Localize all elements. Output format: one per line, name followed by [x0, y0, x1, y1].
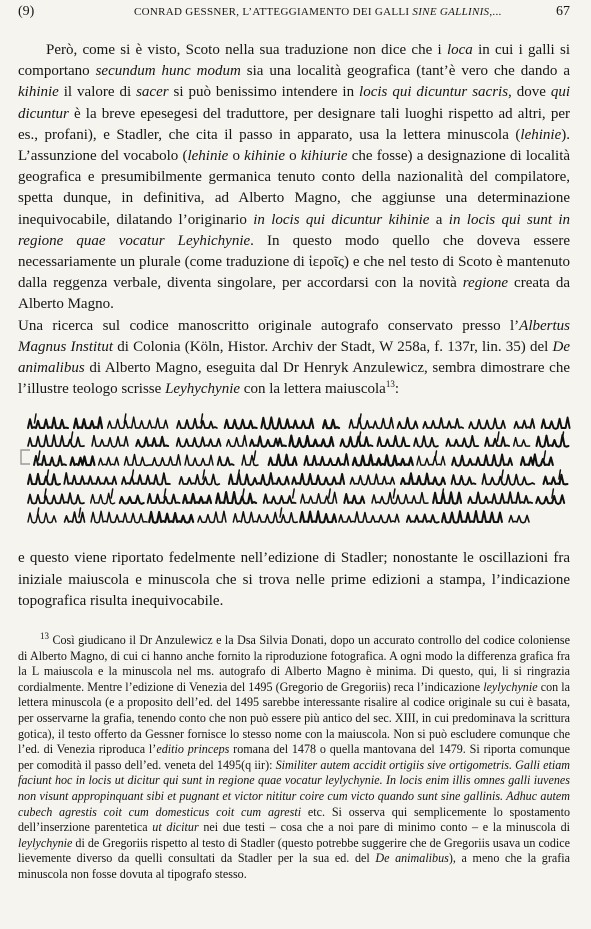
text-run: , dove — [508, 84, 551, 101]
italic-run: in locis qui sunt in regione quae vocatur Leyhichynie — [18, 211, 570, 249]
text-run: creata da Alberto Magno. — [18, 275, 570, 313]
text-run: o — [228, 148, 245, 165]
handwritten-ascender — [203, 470, 205, 479]
handwritten-ascender — [254, 451, 256, 460]
handwritten-word — [417, 456, 445, 465]
handwritten-word — [177, 419, 217, 429]
italic-run: De animalibus — [375, 851, 449, 866]
handwritten-word — [536, 495, 564, 504]
handwritten-word — [74, 417, 102, 428]
italic-run: leylychynie — [483, 679, 538, 694]
text-run: si può benissimo intendere in — [168, 84, 360, 101]
handwritten-word — [92, 436, 128, 447]
handwritten-word — [289, 436, 333, 447]
text-run: ). L’assunzione del vocabolo ( — [18, 126, 570, 165]
handwritten-word — [407, 514, 439, 522]
italic-run: ut dicitur — [152, 820, 199, 835]
italic-run: Leyhychynie — [165, 381, 241, 398]
handwritten-ascender — [71, 432, 73, 441]
handwritten-ascender — [502, 470, 504, 479]
handwritten-word — [301, 492, 337, 503]
handwritten-word — [120, 496, 144, 504]
handwritten-ascender — [359, 432, 361, 441]
handwritten-word — [514, 419, 534, 428]
handwritten-word — [122, 473, 170, 485]
handwritten-word — [108, 417, 168, 428]
handwritten-word — [446, 436, 478, 447]
italic-run: secundum hunc modum — [95, 63, 241, 80]
paragraph-2 — [18, 316, 570, 401]
handwritten-word — [292, 474, 344, 485]
handwritten-word — [372, 493, 428, 504]
paragraph-1 — [18, 40, 570, 316]
text-run: ), a meno che la grafia minuscola non fosse dovuta al tipografo stesso. — [18, 851, 570, 881]
handwritten-word — [28, 474, 60, 485]
handwritten-word — [64, 473, 116, 484]
handwritten-ascender — [329, 489, 331, 498]
manuscript-image — [18, 412, 572, 536]
handwritten-word — [339, 512, 399, 523]
italic-run: regione — [462, 275, 509, 292]
handwritten-word — [136, 437, 168, 447]
italic-run: sacer — [136, 84, 169, 101]
text-run: etc. Si osserva qui semplicemente lo spostamento dell’inserzione parentetica — [18, 804, 570, 835]
text-run: e questo viene riportato fedelmente nell’edizione di Stadler; nonostante le oscillazioni fra iniziale maiuscola e minuscola che si trova nelle prime edizioni a stampa, l’indicazione topografica risulta inequivocabile. — [18, 550, 570, 609]
handwritten-word — [70, 456, 94, 465]
handwritten-word — [250, 436, 286, 446]
handwritten-word — [225, 420, 257, 429]
italic-run: kihinie — [244, 148, 285, 165]
handwritten-word — [216, 492, 256, 504]
footnote-ref: 13 — [40, 630, 49, 641]
text-run: Però, come si è visto, Scoto nella sua traduzione non dice che i — [46, 42, 447, 58]
handwritten-word — [451, 475, 475, 485]
italic-run: Albertus Magnus Institut — [18, 317, 570, 355]
handwritten-word — [28, 513, 56, 523]
handwritten-word — [149, 512, 193, 523]
footnote-13 — [18, 630, 571, 883]
handwritten-word — [28, 493, 84, 504]
handwritten-word — [469, 418, 505, 429]
handwritten-word — [183, 494, 211, 503]
section-page-label: (9) — [18, 4, 35, 19]
handwritten-ascender — [293, 489, 295, 498]
text-run: il valore di — [58, 84, 137, 101]
handwritten-word — [452, 455, 512, 466]
text-run: sia una località geografica (tant’è vero che dando a — [240, 63, 570, 80]
handwritten-word — [198, 511, 226, 522]
running-header — [18, 4, 570, 24]
handwritten-word — [350, 474, 394, 485]
handwritten-word — [521, 454, 553, 466]
text-run: in cui i galli si comportano — [18, 42, 570, 80]
handwritten-word — [542, 418, 570, 429]
text-run: di Alberto Magno, eseguita dal Dr Henryk Anzulewicz, sembra dimostrare che l’illustre teologo scrisse — [18, 360, 570, 398]
text-run: : — [394, 381, 399, 398]
handwritten-word — [401, 473, 445, 485]
handwritten-word — [353, 455, 413, 466]
footnotes — [18, 630, 571, 883]
italic-run: lehinie — [520, 126, 562, 143]
handwritten-word — [148, 494, 180, 504]
handwritten-ascender — [35, 414, 37, 423]
running-title: CONRAD GESSNER, L’ATTEGGIAMENTO DEI GALLI SINE GALLINIS,... — [134, 6, 502, 18]
handwritten-ascender — [435, 451, 437, 460]
handwritten-word — [179, 474, 219, 484]
handwritten-word — [185, 455, 213, 465]
handwritten-word — [218, 457, 234, 466]
handwritten-ascender — [111, 489, 113, 498]
handwritten-word — [423, 418, 463, 428]
text-run: di de Gregoriis rispetto al testo di Stadler (questo potrebbe suggerire che de Gregoriis usava un codice lievemente diverso da quelli consultati da Stadler per la sua ed. del — [18, 835, 570, 866]
handwritten-ascender — [47, 470, 49, 479]
handwritten-word — [468, 492, 532, 503]
italic-run: qui dicuntur — [18, 84, 571, 122]
text-run: a — [429, 211, 449, 228]
handwritten-ascender — [132, 470, 134, 479]
handwritten-word — [304, 454, 348, 465]
manuscript-handwriting — [18, 412, 572, 536]
text-run: che fosse) a designazione di località geografica e presumibilmente germanica tenuto conto della nazionalità del compilatore, spetta dunque, in definitiva, ad Alberto Magno, che aggiunse una determinazione inequivocabile, dilatando l’originario — [18, 148, 571, 228]
text-run: con la lettera maiuscola — [240, 381, 386, 398]
italic-run: locis qui dicuntur sacris — [359, 84, 509, 101]
handwritten-word — [264, 494, 296, 503]
handwritten-word — [344, 494, 364, 503]
handwritten-word — [300, 511, 336, 522]
text-run: romana del 1478 o quella mantovana del 1479. Si riporta comunque per comodità il passo dell’ed. veneta del 1495(q iir): — [18, 742, 571, 772]
italic-run: loca — [446, 42, 473, 58]
handwritten-word — [261, 417, 313, 429]
italic-run: lehinie — [187, 148, 229, 165]
italic-run: leylychynie — [18, 835, 73, 850]
paragraph-after-image — [18, 548, 570, 613]
text-run: è la breve epesegesi del traduttore, per designare tali luoghi rispetto ad altri, per es., profani), e Stadler, che cita il passo in apparato, usa la lettera minuscola ( — [18, 105, 570, 143]
handwritten-ascender — [243, 489, 245, 498]
handwritten-word — [99, 457, 119, 465]
handwritten-word — [340, 437, 372, 447]
handwritten-ascender — [280, 508, 282, 517]
handwritten-word — [349, 418, 393, 429]
handwritten-ascender — [38, 451, 40, 460]
handwritten-word — [269, 455, 297, 466]
handwritten-ascender — [544, 451, 546, 460]
handwritten-ascender — [79, 508, 81, 517]
handwritten-word — [398, 418, 418, 429]
italic-run: editio princeps — [156, 742, 230, 757]
handwritten-word — [323, 420, 339, 428]
handwritten-word — [177, 437, 221, 447]
main-text — [18, 40, 570, 400]
handwritten-word — [414, 436, 438, 447]
handwritten-word — [433, 492, 461, 503]
handwritten-word — [227, 436, 247, 447]
handwritten-word — [65, 512, 85, 522]
text-run: di Colonia (Köln, Histor. Archiv der Stadt, W 258a, f. 137r, lin. 35) del — [113, 338, 553, 355]
handwritten-word — [377, 436, 409, 447]
handwritten-word — [124, 455, 180, 466]
handwritten-word — [482, 474, 534, 485]
italic-run: Similiter autem accidit ortigiis sive ortigometris. Galli etiam faciunt hoc in locis ut dicitur qui sunt in regione quae vocatur leylychynie. In locis enim illis omnes galli iuvenes non visunt appropinquant sibi et pugnant et victor nititur coire cum victo quando sunt sine gallinis. Adhuc autem cubech agrestis coit cum domesticus coit cum agresti — [18, 757, 570, 819]
italic-run: in locis qui dicuntur kihinie — [253, 211, 430, 228]
page-number: 67 — [556, 4, 570, 19]
crop-bracket-mark — [21, 450, 30, 464]
text-run: nei due testi – cosa che a noi pare di minimo conto – e la minuscola di — [198, 820, 570, 835]
text-run: . In questo modo quello che doveva essere necessariamente un plurale (come traduzione di ἱεροῖς) e che nel testo di Scoto è mantenuto dalla reggenza verbale, diventa singolare, per accordarsi con la novità — [18, 232, 570, 292]
handwritten-word — [543, 475, 567, 485]
text-run: o — [284, 148, 301, 165]
footnote-ref: 13 — [385, 379, 395, 390]
handwritten-ascender — [497, 432, 499, 441]
handwritten-word — [28, 435, 84, 447]
text-run: Una ricerca sul codice manoscritto originale autografo conservato presso l’ — [18, 317, 520, 334]
handwritten-ascender — [393, 489, 395, 498]
text-run: con la lettera minuscola (e a proposito dell’ed. del 1495 sarebbe interessante risalire al codice originale su cui è basata, per osservarne la grafia, tenendo conto che non può essere più antico del sec. XIII, in cui predominava la scrittura gotica), il testo offerto da Gessner fornisce lo stesso nome con la maiuscola. Non si può escludere comunque che l’ed. di Venezia riproduca l’ — [18, 679, 570, 757]
handwritten-word — [514, 438, 530, 447]
handwritten-word — [536, 435, 568, 447]
handwritten-word — [442, 511, 502, 523]
italic-run: kihiurie — [300, 148, 348, 165]
italic-run: kihinie — [18, 84, 59, 101]
handwritten-word — [509, 515, 529, 522]
italic-run: De animalibus — [18, 338, 570, 377]
handwritten-word — [233, 512, 297, 523]
text-run: Così giudicano il Dr Anzulewicz e la Dsa Silvia Donati, dopo un accurato controllo del codice coloniense di Alberto Magno, di cui ci hanno anche fornito la riproduzione fotografica. A ogni modo la differenza grafica fra la L maiuscola e la minuscola nel ms. autografo di Alberto Magno è minima. Di questo, qui, li si ringrazia cordialmente. Mentre l’edizione di Venezia del 1495 (Gregorio de Gregoriis) reca l’indicazione — [18, 633, 570, 694]
handwritten-word — [242, 455, 258, 465]
handwritten-word — [91, 511, 147, 523]
